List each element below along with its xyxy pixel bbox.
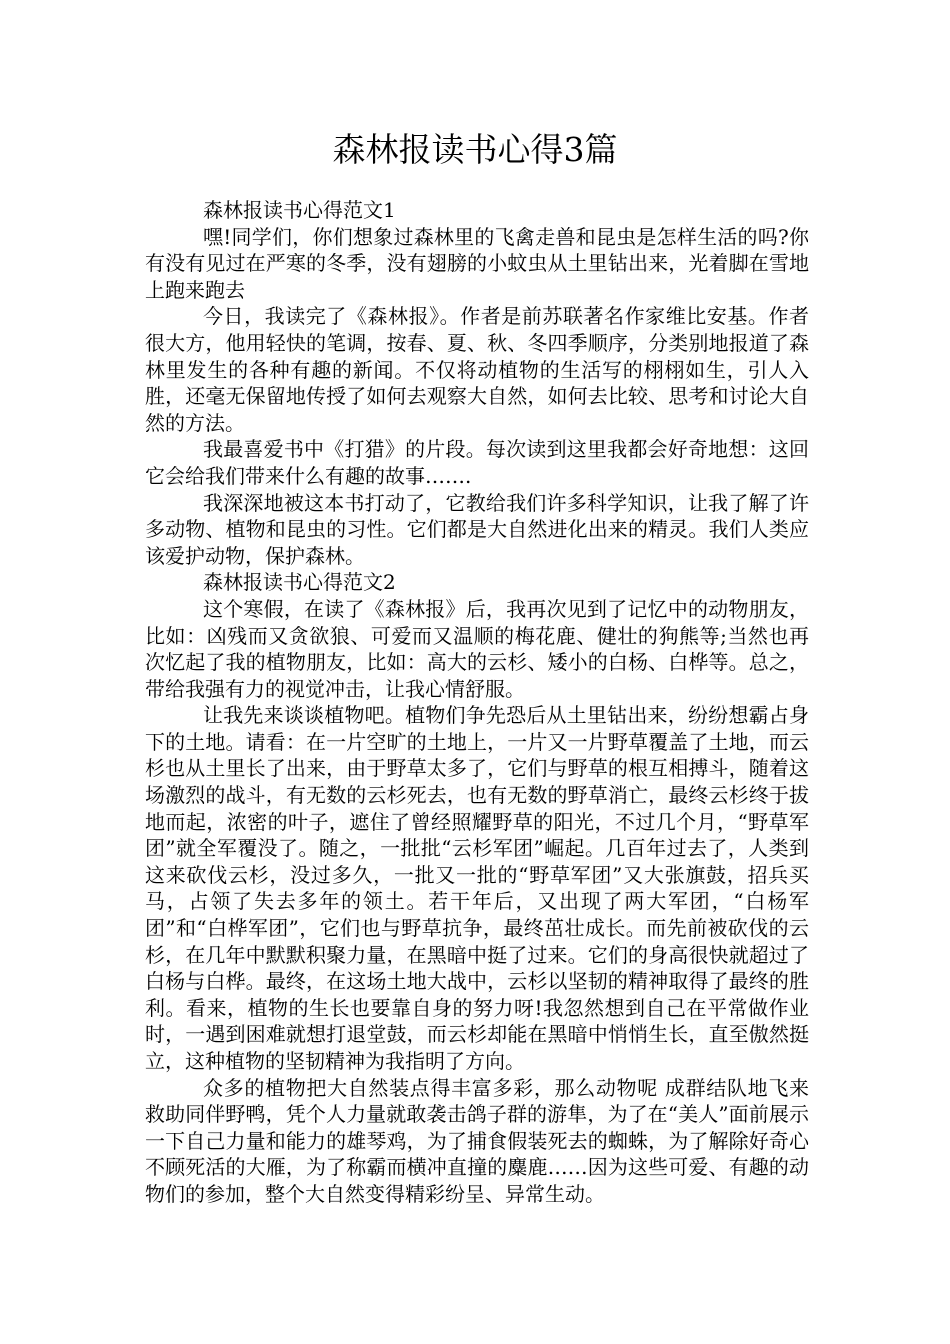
paragraph: 我深深地被这本书打动了，它教给我们许多科学知识，让我了解了许多动物、植物和昆虫的习性。它们都是大自然进化出来的精灵。我们人类应该爱护动物，保护森林。 <box>145 490 809 568</box>
section-heading-2: 森林报读书心得范文2 <box>203 570 396 595</box>
paragraph: 这个寒假，在读了《森林报》后，我再次见到了记忆中的动物朋友，比如：凶残而又贪欲狼、可爱而又温顺的梅花鹿、健壮的狗熊等;当然也再次忆起了我的植物朋友，比如：高大的云杉、矮小的白杨、白桦等。总之，带给我强有力的视觉冲击，让我心情舒服。 <box>145 596 809 701</box>
document-title: 森林报读书心得3篇 <box>332 130 618 169</box>
paragraph: 今日，我读完了《森林报》。作者是前苏联著名作家维比安基。作者很大方，他用轻快的笔调，按春、夏、秋、冬四季顺序，分类别地报道了森林里发生的各种有趣的新闻。不仅将动植物的生活写的栩栩如生，引人入胜，还毫无保留地传授了如何去观察大自然，如何去比较、思考和讨论大自然的方法。 <box>145 304 809 435</box>
document-body <box>145 197 809 1208</box>
paragraph: 我最喜爱书中《打猎》的片段。每次读到这里我都会好奇地想：这回它会给我们带来什么有趣的故事……. <box>145 437 809 488</box>
paragraph: 众多的植物把大自然装点得丰富多彩，那么动物呢 成群结队地飞来救助同伴野鸭，凭个人力量就敢袭击鸽子群的游隼，为了在“美人”面前展示一下自己力量和能力的雄琴鸡，为了捕食假装死去的蜘蛛，为了解除好奇心不顾死活的大雁，为了称霸而横冲直撞的麋鹿……因为这些可爱、有趣的动物们的参加，整个大自然变得精彩纷呈、异常生动。 <box>145 1075 809 1206</box>
paragraph: 嘿!同学们，你们想象过森林里的飞禽走兽和昆虫是怎样生活的吗?你有没有见过在严寒的冬季，没有翅膀的小蚊虫从土里钻出来，光着脚在雪地上跑来跑去 <box>145 224 809 302</box>
paragraph: 让我先来谈谈植物吧。植物们争先恐后从土里钻出来，纷纷想霸占身下的土地。请看：在一片空旷的土地上，一片又一片野草覆盖了土地，而云杉也从土里长了出来，由于野草太多了，它们与野草的根互相搏斗，随着这场激烈的战斗，有无数的云杉死去，也有无数的野草消亡，最终云杉终于拔地而起，浓密的叶子，遮住了曾经照耀野草的阳光，不过几个月，“野草军团”就全军覆没了。随之，一批批“云杉军团”崛起。几百年过去了，人类到这来砍伐云杉，没过多久，一批又一批的“野草军团”又大张旗鼓，招兵买马，占领了失去多年的领土。若干年后，又出现了两大军团，“白杨军团”和“白桦军团”，它们也与野草抗争，最终茁壮成长。而先前被砍伐的云杉，在几年中默默积聚力量，在黑暗中挺了过来。它们的身高很快就超过了白杨与白桦。最终，在这场土地大战中，云杉以坚韧的精神取得了最终的胜利。看来，植物的生长也要靠自身的努力呀!我忽然想到自己在平常做作业时，一遇到困难就想打退堂鼓，而云杉却能在黑暗中悄悄生长，直至傲然挺立，这种植物的坚韧精神为我指明了方向。 <box>145 703 809 1073</box>
section-heading-1: 森林报读书心得范文1 <box>203 198 396 222</box>
